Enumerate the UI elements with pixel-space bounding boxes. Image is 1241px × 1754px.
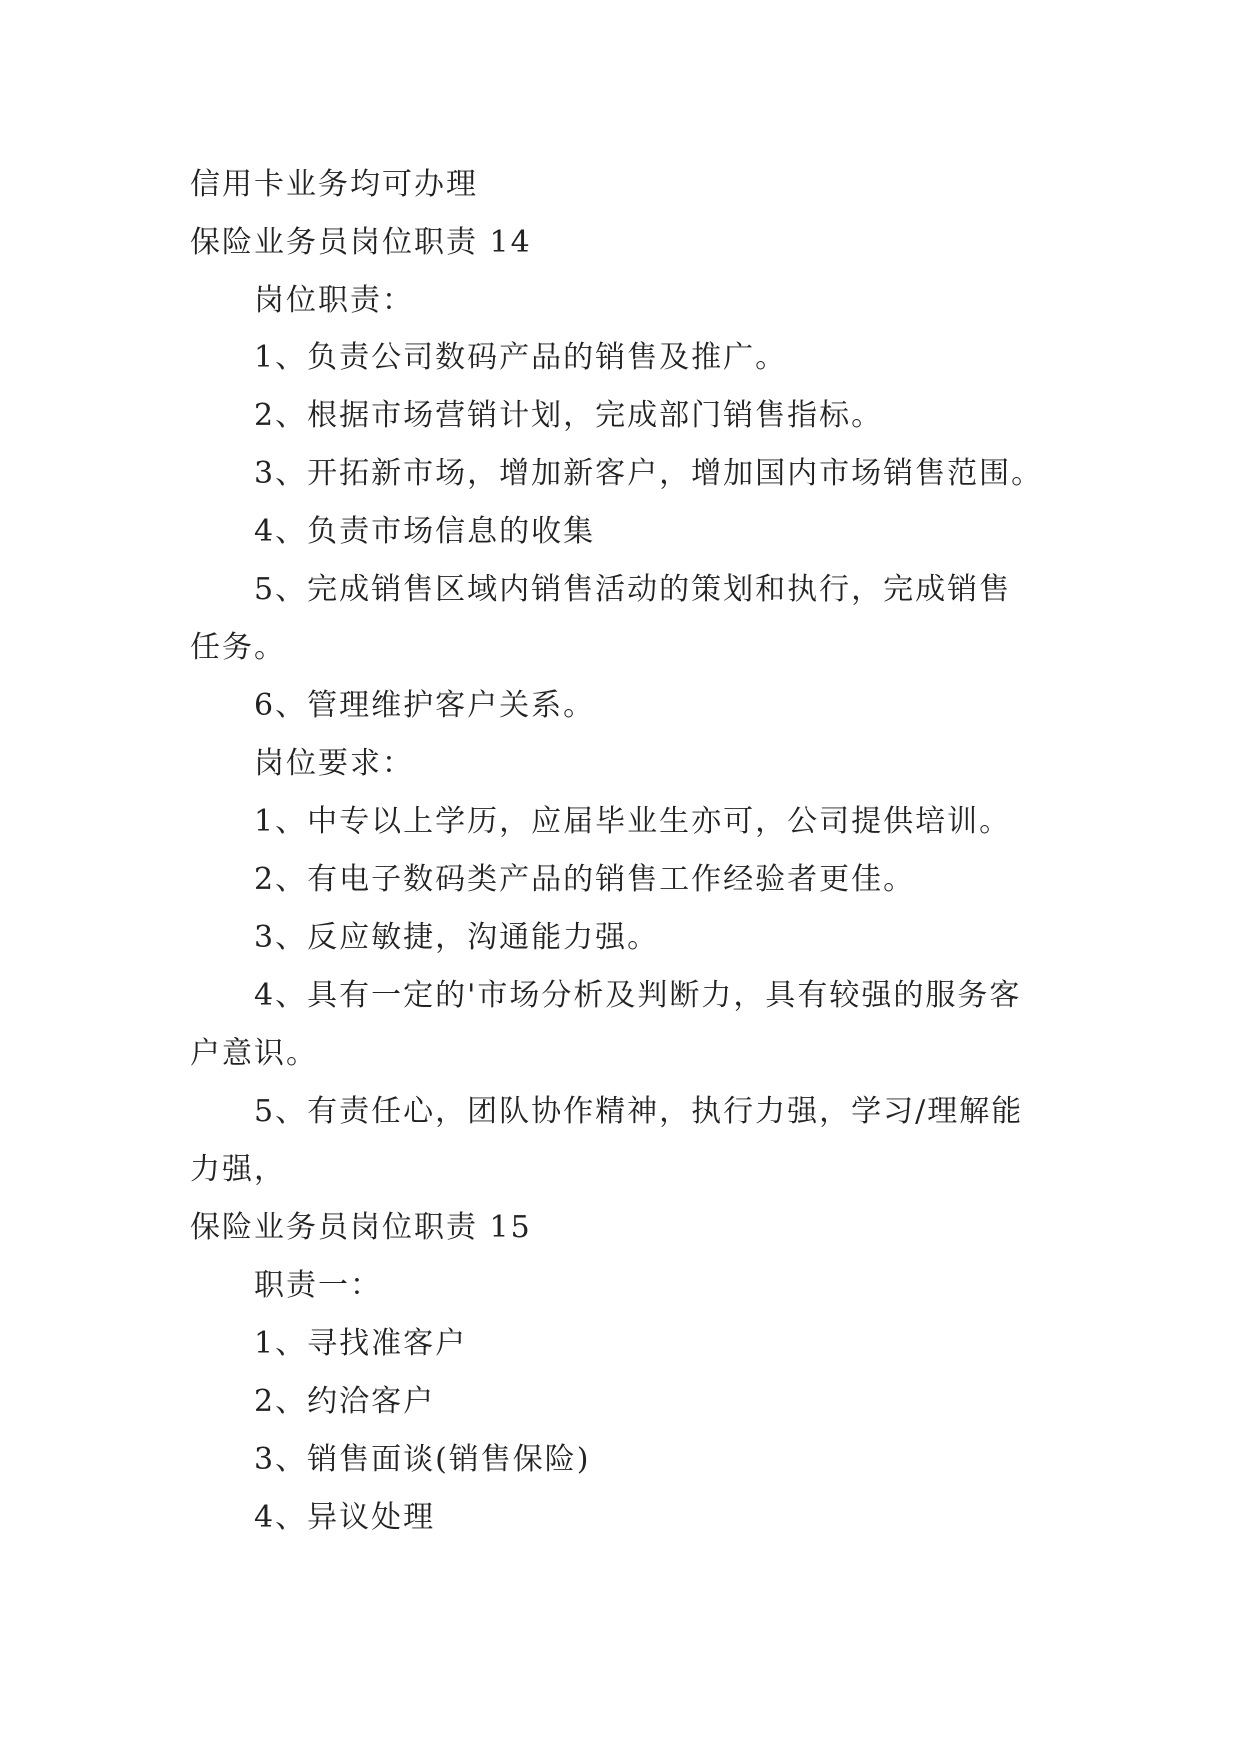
subheading: 岗位要求： bbox=[254, 746, 414, 781]
subheading: 岗位职责： bbox=[254, 283, 414, 318]
list-item-continuation: 户意识。 bbox=[190, 1036, 318, 1071]
list-item: 5、完成销售区域内销售活动的策划和执行，完成销售 bbox=[254, 572, 1012, 607]
subheading: 职责一： bbox=[254, 1268, 382, 1303]
list-item: 3、开拓新市场，增加新客户，增加国内市场销售范围。 bbox=[254, 456, 1044, 491]
list-item: 1、负责公司数码产品的销售及推广。 bbox=[254, 340, 788, 375]
list-item: 1、寻找准客户 bbox=[254, 1326, 468, 1361]
list-item: 6、管理维护客户关系。 bbox=[254, 688, 596, 723]
list-item: 2、根据市场营销计划，完成部门销售指标。 bbox=[254, 398, 884, 433]
list-item: 3、反应敏捷，沟通能力强。 bbox=[254, 920, 660, 955]
list-item: 1、中专以上学历，应届毕业生亦可，公司提供培训。 bbox=[254, 804, 1012, 839]
list-item: 3、销售面谈(销售保险) bbox=[254, 1442, 591, 1477]
section-heading: 保险业务员岗位职责 15 bbox=[190, 1210, 532, 1245]
list-item-continuation: 力强， bbox=[190, 1152, 286, 1187]
section-heading: 保险业务员岗位职责 14 bbox=[190, 225, 532, 260]
list-item: 4、负责市场信息的收集 bbox=[254, 514, 596, 549]
list-item: 2、有电子数码类产品的销售工作经验者更佳。 bbox=[254, 862, 916, 897]
list-item: 5、有责任心，团队协作精神，执行力强，学习/理解能 bbox=[254, 1094, 1024, 1129]
list-item-continuation: 任务。 bbox=[190, 630, 286, 665]
list-item: 4、具有一定的'市场分析及判断力，具有较强的服务客 bbox=[254, 978, 1022, 1013]
list-item: 2、约洽客户 bbox=[254, 1384, 436, 1419]
list-item: 4、异议处理 bbox=[254, 1500, 436, 1535]
text-line: 信用卡业务均可办理 bbox=[190, 167, 478, 202]
